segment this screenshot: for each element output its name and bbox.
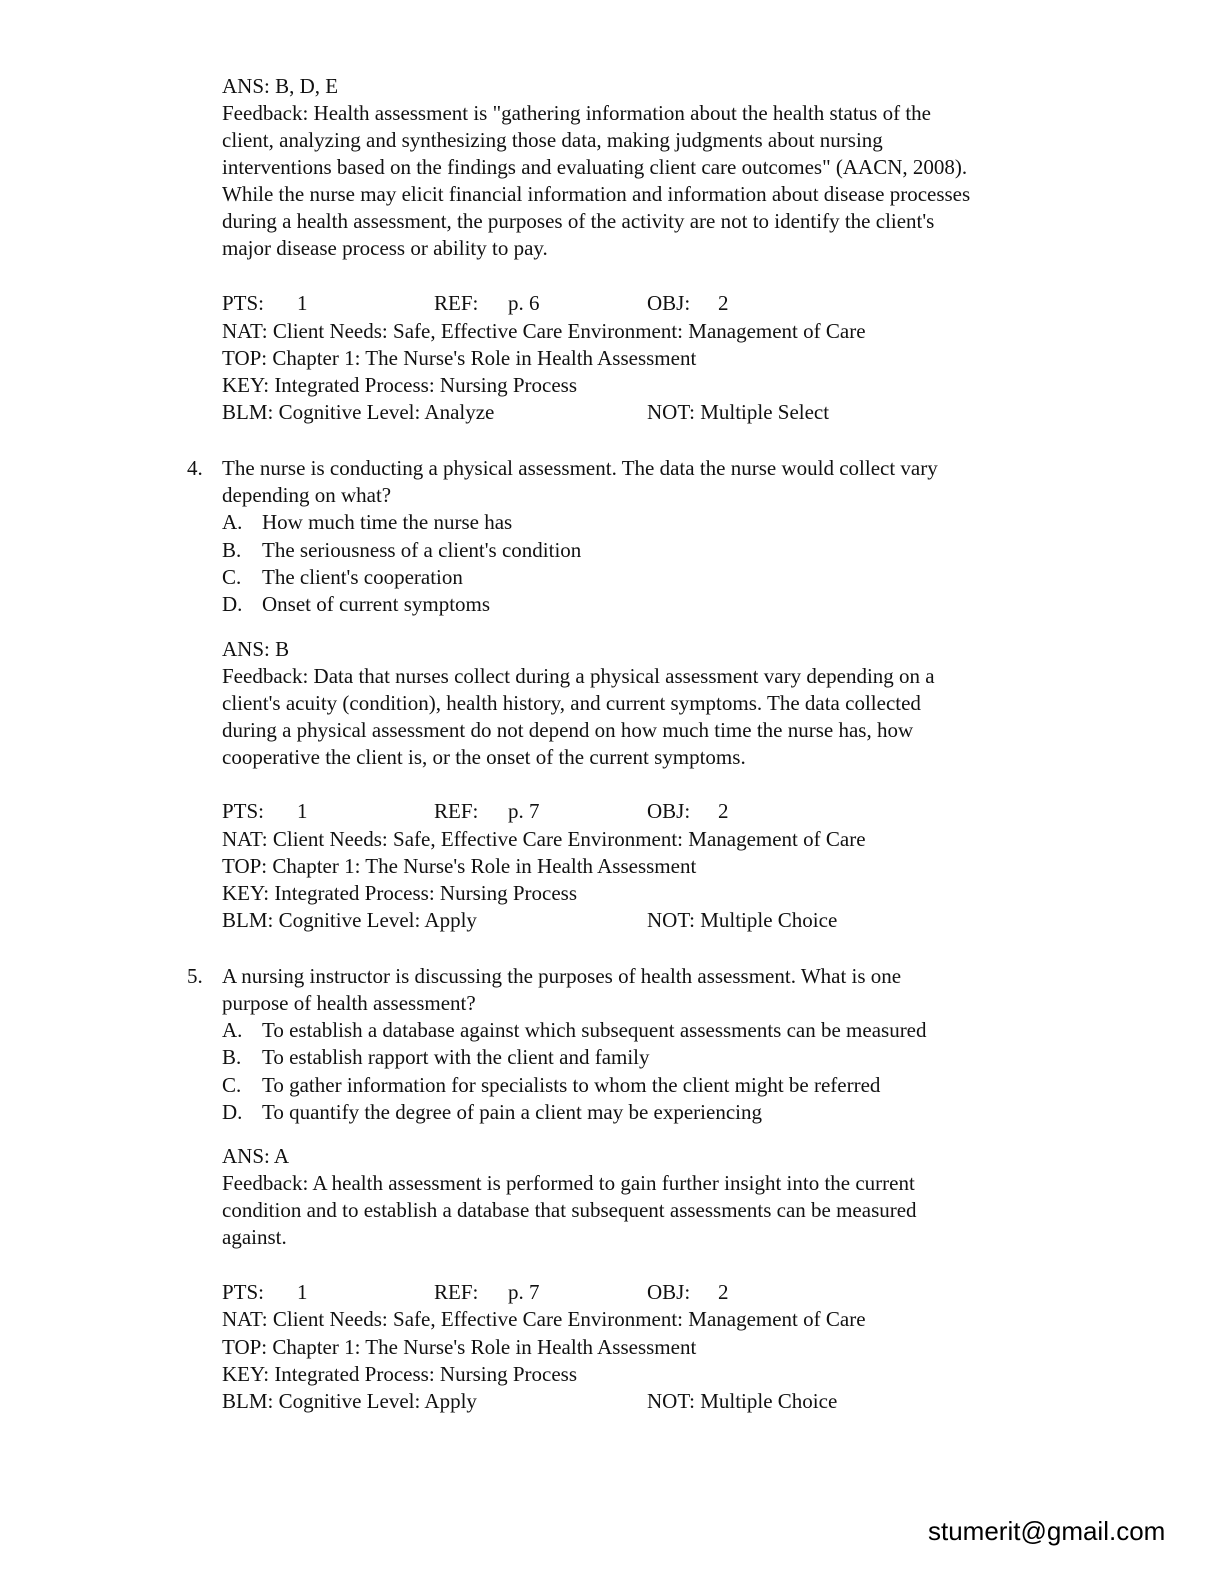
feedback-line: Feedback: A health assessment is performed to gain further insight into the current bbox=[222, 1171, 915, 1195]
blm-line: BLM: Cognitive Level: Analyze bbox=[222, 400, 495, 424]
question-stem: The nurse is conducting a physical assessment. The data the nurse would collect vary bbox=[222, 456, 938, 480]
option-text: To gather information for specialists to whom the client might be referred bbox=[262, 1073, 881, 1097]
question-stem: purpose of health assessment? bbox=[222, 991, 476, 1015]
feedback-line: major disease process or ability to pay. bbox=[222, 236, 548, 260]
pts-label: PTS: bbox=[222, 291, 265, 315]
obj-value: 2 bbox=[718, 799, 729, 823]
feedback-line: interventions based on the findings and evaluating client care outcomes" (AACN, 2008). bbox=[222, 155, 968, 179]
answer-line: ANS: A bbox=[222, 1144, 290, 1168]
question-stem: depending on what? bbox=[222, 483, 392, 507]
ref-value: p. 7 bbox=[508, 799, 540, 823]
ref-label: REF: bbox=[434, 1280, 479, 1304]
option-letter: B. bbox=[222, 1045, 242, 1069]
pts-value: 1 bbox=[297, 291, 308, 315]
nat-line: NAT: Client Needs: Safe, Effective Care Environment: Management of Care bbox=[222, 1307, 866, 1331]
option-letter: A. bbox=[222, 1018, 243, 1042]
nat-line: NAT: Client Needs: Safe, Effective Care Environment: Management of Care bbox=[222, 827, 866, 851]
answer-line: ANS: B bbox=[222, 637, 290, 661]
nat-line: NAT: Client Needs: Safe, Effective Care Environment: Management of Care bbox=[222, 319, 866, 343]
feedback-line: Feedback: Health assessment is "gathering information about the health status of the bbox=[222, 101, 931, 125]
feedback-line: against. bbox=[222, 1225, 287, 1249]
option-letter: D. bbox=[222, 592, 243, 616]
top-line: TOP: Chapter 1: The Nurse's Role in Health Assessment bbox=[222, 854, 697, 878]
key-line: KEY: Integrated Process: Nursing Process bbox=[222, 881, 578, 905]
question-stem: A nursing instructor is discussing the purposes of health assessment. What is one bbox=[222, 964, 902, 988]
option-letter: B. bbox=[222, 538, 242, 562]
obj-value: 2 bbox=[718, 1280, 729, 1304]
pts-value: 1 bbox=[297, 1280, 308, 1304]
answer-line: ANS: B, D, E bbox=[222, 74, 339, 98]
feedback-line: Feedback: Data that nurses collect during a physical assessment vary depending on a bbox=[222, 664, 935, 688]
feedback-line: during a physical assessment do not depend on how much time the nurse has, how bbox=[222, 718, 914, 742]
not-line: NOT: Multiple Select bbox=[647, 400, 830, 424]
footer-email: stumerit@gmail.com bbox=[928, 1516, 1166, 1546]
obj-label: OBJ: bbox=[647, 1280, 691, 1304]
pts-value: 1 bbox=[297, 799, 308, 823]
top-line: TOP: Chapter 1: The Nurse's Role in Health Assessment bbox=[222, 346, 697, 370]
ref-value: p. 7 bbox=[508, 1280, 540, 1304]
not-line: NOT: Multiple Choice bbox=[647, 908, 838, 932]
feedback-line: during a health assessment, the purposes of the activity are not to identify the client's bbox=[222, 209, 935, 233]
option-letter: C. bbox=[222, 565, 242, 589]
ref-label: REF: bbox=[434, 799, 479, 823]
option-letter: C. bbox=[222, 1073, 242, 1097]
option-text: Onset of current symptoms bbox=[262, 592, 491, 616]
key-line: KEY: Integrated Process: Nursing Process bbox=[222, 373, 578, 397]
feedback-line: client's acuity (condition), health history, and current symptoms. The data collected bbox=[222, 691, 921, 715]
pts-label: PTS: bbox=[222, 1280, 265, 1304]
key-line: KEY: Integrated Process: Nursing Process bbox=[222, 1362, 578, 1386]
ref-label: REF: bbox=[434, 291, 479, 315]
feedback-line: client, analyzing and synthesizing those data, making judgments about nursing bbox=[222, 128, 883, 152]
option-text: To quantify the degree of pain a client may be experiencing bbox=[262, 1100, 762, 1124]
blm-line: BLM: Cognitive Level: Apply bbox=[222, 908, 477, 932]
option-text: To establish a database against which subsequent assessments can be measured bbox=[262, 1018, 927, 1042]
feedback-line: cooperative the client is, or the onset of the current symptoms. bbox=[222, 745, 746, 769]
feedback-line: condition and to establish a database that subsequent assessments can be measured bbox=[222, 1198, 917, 1222]
obj-label: OBJ: bbox=[647, 291, 691, 315]
option-letter: A. bbox=[222, 510, 243, 534]
option-text: The seriousness of a client's condition bbox=[262, 538, 582, 562]
question-number: 5. bbox=[187, 964, 203, 988]
blm-line: BLM: Cognitive Level: Apply bbox=[222, 1389, 477, 1413]
option-text: How much time the nurse has bbox=[262, 510, 513, 534]
obj-value: 2 bbox=[718, 291, 729, 315]
pts-label: PTS: bbox=[222, 799, 265, 823]
top-line: TOP: Chapter 1: The Nurse's Role in Health Assessment bbox=[222, 1335, 697, 1359]
option-text: The client's cooperation bbox=[262, 565, 463, 589]
feedback-line: While the nurse may elicit financial information and information about disease processes bbox=[222, 182, 971, 206]
option-text: To establish rapport with the client and family bbox=[262, 1045, 650, 1069]
question-number: 4. bbox=[187, 456, 203, 480]
not-line: NOT: Multiple Choice bbox=[647, 1389, 838, 1413]
ref-value: p. 6 bbox=[508, 291, 540, 315]
option-letter: D. bbox=[222, 1100, 243, 1124]
obj-label: OBJ: bbox=[647, 799, 691, 823]
